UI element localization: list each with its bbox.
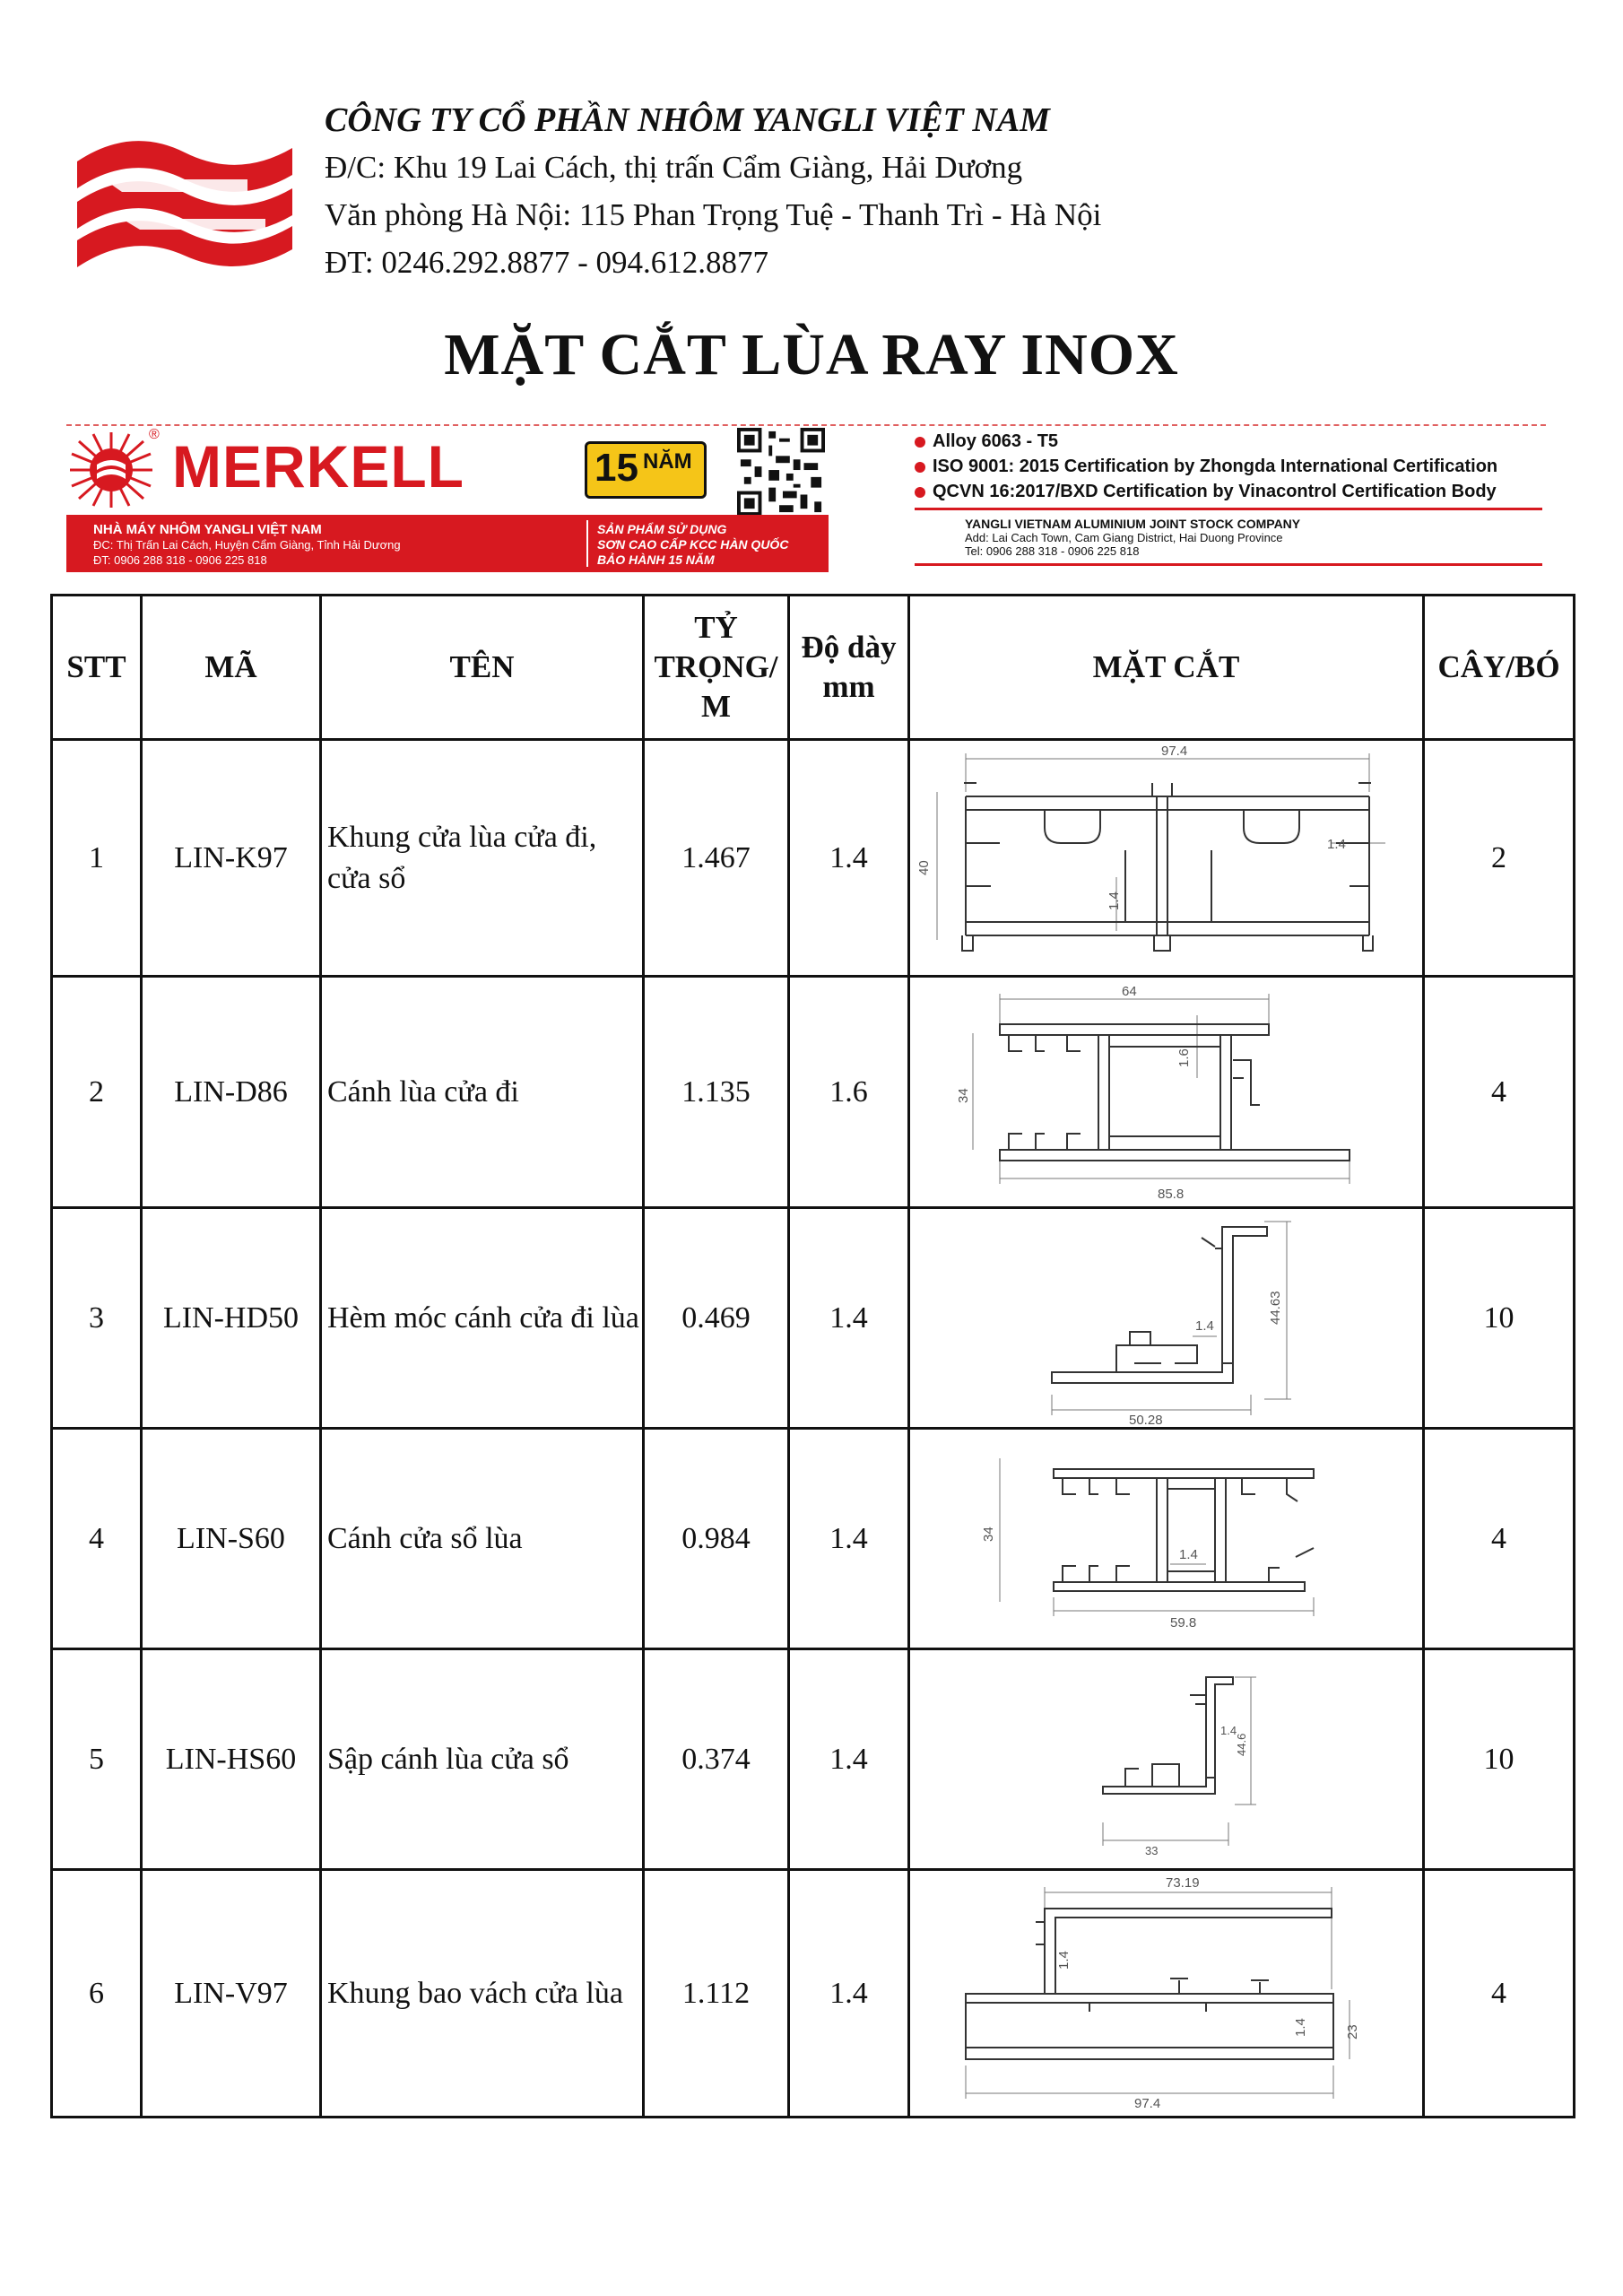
company-name: CÔNG TY CỔ PHẦN NHÔM YANGLI VIỆT NAM [325,101,1050,139]
cell-section [909,1649,1424,1870]
cell-per-bundle: 10 [1424,1649,1575,1870]
cell-stt: 3 [52,1208,142,1429]
bullet-icon [915,487,925,498]
dim-wall-b: 1.4 [1293,2017,1308,2037]
cell-stt: 2 [52,977,142,1208]
col-per-bundle: CÂY/BÓ [1424,596,1575,740]
cell-weight: 1.112 [644,1870,789,2118]
merkell-brand: MERKELL [172,433,464,500]
cell-per-bundle: 10 [1424,1208,1575,1429]
cert-item [915,429,1548,454]
table-row [52,1429,1575,1649]
cell-per-bundle: 4 [1424,977,1575,1208]
cell-section [909,977,1424,1208]
cell-name: Khung cửa lùa cửa đi, cửa sổ [321,740,644,977]
dim-top: 64 [1122,983,1137,999]
cell-name: Cánh cửa sổ lùa [321,1429,644,1649]
slogan-line-1: SẢN PHẨM SỬ DỤNG [597,522,727,536]
company-en: YANGLI VIETNAM ALUMINIUM JOINT STOCK COMPANY [965,517,1301,531]
cert-text: Alloy 6063 - T5 [933,431,1059,451]
cell-code: LIN-HD50 [142,1208,321,1429]
col-weight [644,596,789,740]
col-thickness-line: mm [822,669,875,704]
badge-word: NĂM [643,449,692,474]
col-code: MÃ [142,596,321,740]
table-row [52,1208,1575,1429]
col-section: MẶT CẮT [909,596,1424,740]
cell-per-bundle: 2 [1424,740,1575,977]
cell-per-bundle: 4 [1424,1870,1575,2118]
slogan-line-3: BẢO HÀNH 15 NĂM [597,552,715,567]
cell-weight: 0.984 [644,1429,789,1649]
dim-wall-b: 1.4 [1107,891,1122,910]
bar-separator [586,520,588,567]
cell-thickness: 1.4 [789,1208,909,1429]
cell-stt: 6 [52,1870,142,2118]
company-info [325,97,1101,286]
cell-name: Cánh lùa cửa đi [321,977,644,1208]
qr-code [737,428,825,516]
cell-section [909,1429,1424,1649]
cell-stt: 1 [52,740,142,977]
dim-height: 34 [981,1526,996,1542]
dim-wall: 1.4 [1220,1723,1237,1737]
col-weight-line: TRỌNG/ [654,649,778,684]
cell-per-bundle: 4 [1424,1429,1575,1649]
dim-height: 34 [956,1087,971,1103]
profile-drawing-d86 [910,979,1425,1205]
factory-name: NHÀ MÁY NHÔM YANGLI VIỆT NAM [93,522,322,537]
cell-name: Hèm móc cánh cửa đi lùa [321,1208,644,1429]
registered-mark: ® [149,427,160,442]
profile-drawing-s60 [910,1431,1425,1647]
cell-code: LIN-K97 [142,740,321,977]
cell-weight: 0.374 [644,1649,789,1870]
cell-thickness: 1.6 [789,977,909,1208]
col-stt: STT [52,596,142,740]
dim-top: 73.19 [1166,1874,1200,1891]
col-thickness [789,596,909,740]
banner-left [66,423,829,576]
tel-en: Tel: 0906 288 318 - 0906 225 818 [965,544,1140,558]
merkell-sun-logo [66,429,156,511]
badge-number: 15 [595,446,638,490]
company-office: Văn phòng Hà Nội: 115 Phan Trọng Tuệ - Thanh Trì - Hà Nội [325,197,1102,232]
dim-width: 97.4 [1134,2095,1161,2111]
cert-item [915,454,1548,479]
cell-section [909,1208,1424,1429]
cert-text: QCVN 16:2017/BXD Certification by Vinacontrol Certification Body [933,482,1497,501]
bullet-icon [915,437,925,448]
bullet-icon [915,462,925,473]
dim-height: 44.63 [1268,1290,1283,1325]
slogan-line-2: SƠN CAO CẤP KCC HÀN QUỐC [597,537,789,552]
table-row [52,1649,1575,1870]
cert-item [915,479,1548,504]
cert-text: ISO 9001: 2015 Certification by Zhongda International Certification [933,457,1498,476]
dim-wall: 1.4 [1195,1318,1214,1334]
cell-thickness: 1.4 [789,1649,909,1870]
dim-bottom: 85.8 [1158,1186,1185,1202]
cell-thickness: 1.4 [789,740,909,977]
company-phone: ĐT: 0246.292.8877 - 094.612.8877 [325,245,769,280]
cell-section [909,740,1424,977]
profile-drawing-hd50 [910,1211,1425,1426]
factory-bar [66,515,829,572]
fifteen-year-badge [585,441,707,499]
cell-weight: 1.467 [644,740,789,977]
address-en: Add: Lai Cach Town, Cam Giang District, Hai Duong Province [965,531,1283,544]
dim-wall-a: 1.4 [1056,1950,1072,1970]
factory-address: ĐC: Thị Trấn Lai Cách, Huyện Cẩm Giàng, Tỉnh Hải Dương [93,538,401,552]
dim-wall: 1.6 [1176,1048,1192,1067]
cell-code: LIN-HS60 [142,1649,321,1870]
table-row [52,977,1575,1208]
cell-thickness: 1.4 [789,1870,909,2118]
dim-height: 23 [1345,2023,1360,2039]
dim-width: 50.28 [1129,1412,1163,1426]
dim-width: 97.4 [1161,743,1188,759]
table-row [52,740,1575,977]
cell-name: Khung bao vách cửa lùa [321,1870,644,2118]
cell-code: LIN-S60 [142,1429,321,1649]
dim-height: 40 [916,859,932,875]
merkell-banner [66,423,1548,576]
table-row [52,1870,1575,2118]
col-name: TÊN [321,596,644,740]
cell-code: LIN-D86 [142,977,321,1208]
profile-drawing-k97 [910,743,1425,974]
cell-weight: 0.469 [644,1208,789,1429]
company-address: Đ/C: Khu 19 Lai Cách, thị trấn Cẩm Giàng, Hải Dương [325,150,1023,185]
profile-table [50,594,1575,2118]
cell-name: Sập cánh lùa cửa sổ [321,1649,644,1870]
col-weight-line: TỶ [694,610,738,645]
cell-thickness: 1.4 [789,1429,909,1649]
col-thickness-line: Độ dày [801,630,897,665]
document-title: MẶT CẮT LÙA RAY INOX [444,322,1179,387]
cell-code: LIN-V97 [142,1870,321,2118]
profile-drawing-hs60 [910,1652,1425,1867]
table-header-row [52,596,1575,740]
cell-section [909,1870,1424,2118]
cell-stt: 5 [52,1649,142,1870]
yangli-logo [68,126,301,278]
profile-drawing-v97 [910,1873,1425,2115]
dim-width: 33 [1145,1843,1159,1857]
cell-stt: 4 [52,1429,142,1649]
dim-height: 44.6 [1235,1733,1248,1756]
red-rule [915,563,1542,566]
dim-wall: 1.4 [1179,1546,1198,1562]
cell-weight: 1.135 [644,977,789,1208]
certifications [915,429,1548,572]
factory-phone: ĐT: 0906 288 318 - 0906 225 818 [93,553,267,567]
dim-wall-a: 1.4 [1327,836,1346,852]
col-weight-line: M [700,689,732,724]
dim-width: 59.8 [1170,1614,1197,1631]
red-rule [915,508,1542,510]
